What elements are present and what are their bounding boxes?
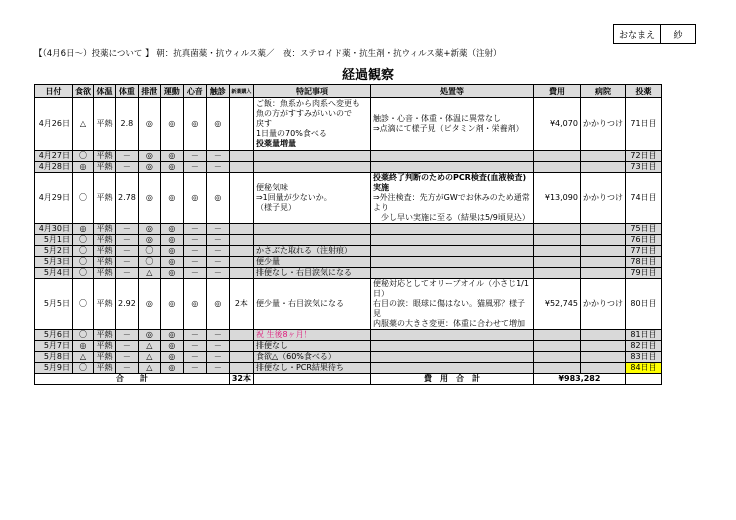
cell-treatment: [370, 363, 533, 374]
text-line: ⇒外注検査：先方がGWでお休みのため通常より: [372, 193, 530, 212]
observation-table: [34, 84, 662, 385]
cell-temp: 平熱: [94, 162, 116, 173]
table-row: [35, 279, 662, 330]
cell-palpation: －: [206, 330, 229, 341]
text-line: 少し早い実施に至る（結果は5/9頃見込）: [372, 213, 530, 222]
cell-date: 5月2日: [35, 246, 73, 257]
blank-cell: [625, 374, 661, 385]
cell-dose: 73日目: [625, 162, 661, 173]
cell-temp: 平熱: [94, 268, 116, 279]
text-line: 内服薬の大きさ変更：体重に合わせて増加: [372, 319, 525, 328]
cell-excretion: ◎: [138, 98, 160, 151]
cell-temp: 平熱: [94, 363, 116, 374]
text-line: ⇒1回量が少ないか。: [255, 193, 332, 202]
cell-date: 5月3日: [35, 257, 73, 268]
name-value: 紗: [673, 30, 683, 41]
cell-dose: 84日目: [625, 363, 661, 374]
cell-weight: －: [116, 257, 139, 268]
header-notes: 特記事項: [253, 85, 370, 98]
cell-new-drug: [229, 246, 253, 257]
text-line: ⇒点滴にて様子見（ビタミン剤・栄養剤）: [372, 124, 524, 133]
header-dose: 投薬: [625, 85, 661, 98]
cell-palpation: －: [206, 151, 229, 162]
cell-cost: [533, 363, 580, 374]
cell-hospital: [580, 257, 625, 268]
cell-excretion: ◎: [138, 279, 160, 330]
name-box: [613, 24, 696, 44]
cell-weight: －: [116, 246, 139, 257]
cell-treatment: [370, 235, 533, 246]
cell-date: 4月30日: [35, 224, 73, 235]
cell-exercise: ◎: [160, 151, 183, 162]
cell-hospital: [580, 330, 625, 341]
cell-new-drug: [229, 352, 253, 363]
cell-excretion: ◎: [138, 330, 160, 341]
cell-notes: 排便なし: [253, 341, 370, 352]
cell-treatment: [370, 352, 533, 363]
cell-date: 5月8日: [35, 352, 73, 363]
cell-treatment: [370, 246, 533, 257]
cell-heart: －: [183, 352, 206, 363]
cell-appetite: 〇: [73, 151, 94, 162]
cell-treatment: [370, 224, 533, 235]
cell-hospital: [580, 246, 625, 257]
cell-hospital: かかりつけ: [580, 279, 625, 330]
cell-weight: －: [116, 268, 139, 279]
cell-heart: －: [183, 162, 206, 173]
cell-notes: [253, 151, 370, 162]
cell-treatment: [370, 279, 533, 330]
cell-treatment: [370, 98, 533, 151]
cell-appetite: 〇: [73, 257, 94, 268]
table-row: [35, 235, 662, 246]
cell-cost: [533, 151, 580, 162]
totals-label: 合 計: [35, 374, 230, 385]
cell-dose: 74日目: [625, 173, 661, 224]
cell-weight: 2.78: [116, 173, 139, 224]
cell-date: 4月27日: [35, 151, 73, 162]
text-line: 魚の方がすすみがいいので: [255, 109, 353, 118]
cell-new-drug: [229, 268, 253, 279]
cell-cost: ¥4,070: [533, 98, 580, 151]
cell-date: 5月1日: [35, 235, 73, 246]
cell-dose: 82日目: [625, 341, 661, 352]
cell-palpation: －: [206, 235, 229, 246]
cell-exercise: ◎: [160, 162, 183, 173]
cell-cost: [533, 352, 580, 363]
cell-appetite: 〇: [73, 235, 94, 246]
cell-notes: [253, 162, 370, 173]
cell-palpation: －: [206, 224, 229, 235]
cell-date: 4月26日: [35, 98, 73, 151]
cell-heart: －: [183, 224, 206, 235]
cell-hospital: かかりつけ: [580, 173, 625, 224]
cell-new-drug: [229, 330, 253, 341]
cell-notes: 排便なし・右目涙気になる: [253, 268, 370, 279]
cell-date: 5月4日: [35, 268, 73, 279]
header-exercise: 運動: [160, 85, 183, 98]
cell-exercise: ◎: [160, 268, 183, 279]
cell-new-drug: [229, 341, 253, 352]
cell-new-drug: [229, 98, 253, 151]
cell-notes: 食欲△（60%食べる）: [253, 352, 370, 363]
cell-heart: －: [183, 246, 206, 257]
cell-heart: ◎: [183, 98, 206, 151]
cell-weight: －: [116, 235, 139, 246]
header-date: 日付: [35, 85, 73, 98]
cell-dose: 75日目: [625, 224, 661, 235]
cell-notes: [253, 235, 370, 246]
cell-weight: －: [116, 224, 139, 235]
table-row: [35, 151, 662, 162]
cell-date: 4月28日: [35, 162, 73, 173]
text-line: 便少量・右目涙気になる: [255, 299, 344, 308]
header-appetite: 食欲: [73, 85, 94, 98]
cell-excretion: ◎: [138, 151, 160, 162]
cell-notes: 便少量: [253, 257, 370, 268]
table-row: [35, 173, 662, 224]
cell-temp: 平熱: [94, 235, 116, 246]
cell-weight: 2.92: [116, 279, 139, 330]
cell-exercise: ◎: [160, 330, 183, 341]
header-row: [35, 85, 662, 98]
cell-temp: 平熱: [94, 224, 116, 235]
cell-treatment: [370, 341, 533, 352]
cell-dose: 72日目: [625, 151, 661, 162]
cell-exercise: ◎: [160, 279, 183, 330]
cell-cost: ¥52,745: [533, 279, 580, 330]
blank-cell: [253, 374, 370, 385]
cell-new-drug: [229, 235, 253, 246]
header-palpation: 触診: [206, 85, 229, 98]
cell-treatment: [370, 173, 533, 224]
cell-exercise: ◎: [160, 341, 183, 352]
cell-heart: ◎: [183, 173, 206, 224]
table-row: [35, 268, 662, 279]
cell-cost: [533, 246, 580, 257]
cell-appetite: ◎: [73, 162, 94, 173]
header-heart: 心音: [183, 85, 206, 98]
cell-excretion: 〇: [138, 257, 160, 268]
header-treatment: 処置等: [370, 85, 533, 98]
cost-total: ¥983,282: [533, 374, 625, 385]
cell-temp: 平熱: [94, 352, 116, 363]
cell-dose: 81日目: [625, 330, 661, 341]
cell-date: 5月9日: [35, 363, 73, 374]
cell-palpation: －: [206, 268, 229, 279]
cell-dose: 83日目: [625, 352, 661, 363]
cell-palpation: －: [206, 162, 229, 173]
text-line: 右目の涙：眼球に傷はない。猫風邪？様子見: [372, 299, 525, 318]
cell-weight: －: [116, 352, 139, 363]
cell-cost: [533, 330, 580, 341]
cell-new-drug: [229, 363, 253, 374]
cell-exercise: ◎: [160, 257, 183, 268]
cell-appetite: △: [73, 352, 94, 363]
header-weight: 体重: [116, 85, 139, 98]
header-hospital: 病院: [580, 85, 625, 98]
cell-hospital: [580, 151, 625, 162]
table-row: [35, 257, 662, 268]
cell-appetite: ◎: [73, 341, 94, 352]
cell-palpation: －: [206, 341, 229, 352]
cell-excretion: ◎: [138, 173, 160, 224]
cell-date: 5月5日: [35, 279, 73, 330]
cell-temp: 平熱: [94, 257, 116, 268]
cell-dose: 79日目: [625, 268, 661, 279]
text-line: 触診・心音・体重・体温に異常なし: [372, 114, 501, 123]
cell-weight: －: [116, 363, 139, 374]
cell-dose: 71日目: [625, 98, 661, 151]
cell-weight: －: [116, 330, 139, 341]
cell-appetite: 〇: [73, 363, 94, 374]
cell-notes: かさぶた取れる（注射痕）: [253, 246, 370, 257]
cell-hospital: [580, 363, 625, 374]
cell-palpation: ◎: [206, 173, 229, 224]
cost-total-label: 費 用 合 計: [370, 374, 533, 385]
cell-treatment: [370, 257, 533, 268]
cell-temp: 平熱: [94, 173, 116, 224]
text-line: （様子見）: [255, 203, 296, 212]
cell-excretion: △: [138, 341, 160, 352]
cell-appetite: 〇: [73, 246, 94, 257]
header-temp: 体温: [94, 85, 116, 98]
cell-exercise: ◎: [160, 246, 183, 257]
cell-palpation: ◎: [206, 98, 229, 151]
cell-hospital: かかりつけ: [580, 98, 625, 151]
cell-palpation: －: [206, 257, 229, 268]
table-row: [35, 98, 662, 151]
cell-new-drug: [229, 173, 253, 224]
cell-exercise: ◎: [160, 98, 183, 151]
table-row: [35, 330, 662, 341]
page-title: 経過観察: [341, 68, 394, 83]
cell-exercise: ◎: [160, 363, 183, 374]
table-row: [35, 224, 662, 235]
cell-appetite: △: [73, 98, 94, 151]
new-drug-total: 32本: [229, 374, 253, 385]
cell-treatment: [370, 268, 533, 279]
cell-dose: 80日目: [625, 279, 661, 330]
cell-weight: －: [116, 151, 139, 162]
cell-palpation: －: [206, 363, 229, 374]
cell-heart: －: [183, 257, 206, 268]
text-line: 戻す: [255, 119, 272, 128]
text-line: 便秘対応としてオリーブオイル（小さじ1/1日）: [372, 279, 529, 298]
cell-heart: －: [183, 268, 206, 279]
cell-notes: 祝 生後8ヶ月！: [253, 330, 370, 341]
cell-treatment: [370, 162, 533, 173]
cell-heart: －: [183, 330, 206, 341]
cell-excretion: △: [138, 352, 160, 363]
cell-cost: [533, 341, 580, 352]
cell-excretion: 〇: [138, 246, 160, 257]
cell-cost: [533, 235, 580, 246]
cell-date: 5月6日: [35, 330, 73, 341]
cell-appetite: 〇: [73, 173, 94, 224]
cell-date: 5月7日: [35, 341, 73, 352]
cell-cost: [533, 257, 580, 268]
cell-heart: －: [183, 235, 206, 246]
cell-new-drug: [229, 162, 253, 173]
cell-temp: 平熱: [94, 341, 116, 352]
table-row: [35, 341, 662, 352]
bold-text: 投薬量増量: [255, 139, 296, 148]
cell-new-drug: [229, 257, 253, 268]
cell-temp: 平熱: [94, 330, 116, 341]
cell-hospital: [580, 341, 625, 352]
header-excretion: 排泄: [138, 85, 160, 98]
cell-treatment: [370, 330, 533, 341]
header-new-drug: 新薬購入: [229, 85, 253, 98]
cell-notes: 排便なし・PCR結果待ち: [253, 363, 370, 374]
cell-new-drug: [229, 224, 253, 235]
cell-exercise: ◎: [160, 224, 183, 235]
cell-heart: －: [183, 341, 206, 352]
cell-hospital: [580, 162, 625, 173]
cell-excretion: △: [138, 268, 160, 279]
cell-date: 4月29日: [35, 173, 73, 224]
cell-temp: 平熱: [94, 279, 116, 330]
cell-cost: [533, 224, 580, 235]
table-row: [35, 246, 662, 257]
cell-notes: [253, 173, 370, 224]
cell-temp: 平熱: [94, 98, 116, 151]
cell-appetite: 〇: [73, 268, 94, 279]
bold-text: 投薬終了判断のためのPCR検査(血液検査)実施: [372, 173, 527, 192]
table-row: [35, 162, 662, 173]
cell-exercise: ◎: [160, 235, 183, 246]
cell-temp: 平熱: [94, 151, 116, 162]
text-line: 便秘気味: [255, 183, 288, 192]
cell-notes: [253, 98, 370, 151]
table-row: [35, 352, 662, 363]
cell-dose: 78日目: [625, 257, 661, 268]
text-line: 1日量の70%食べる: [255, 129, 327, 138]
cell-dose: 76日目: [625, 235, 661, 246]
cell-notes: [253, 279, 370, 330]
cell-hospital: [580, 235, 625, 246]
cell-hospital: [580, 352, 625, 363]
text-line: ご飯：魚系から肉系へ変更も: [255, 99, 360, 108]
cell-heart: ◎: [183, 279, 206, 330]
cell-heart: －: [183, 151, 206, 162]
cell-appetite: 〇: [73, 279, 94, 330]
cell-hospital: [580, 224, 625, 235]
cell-treatment: [370, 151, 533, 162]
cell-palpation: －: [206, 352, 229, 363]
cell-palpation: ◎: [206, 279, 229, 330]
cell-excretion: ◎: [138, 235, 160, 246]
totals-row: [35, 374, 662, 385]
cell-appetite: ◎: [73, 224, 94, 235]
dosing-note: 【（4月6日～）投薬について 】 朝：抗真菌薬・抗ウィルス薬／ 夜：ステロイド薬・抗生剤・抗ウィルス薬+新薬（注射）: [34, 49, 502, 59]
cell-excretion: △: [138, 363, 160, 374]
table-row: [35, 363, 662, 374]
cell-cost: [533, 268, 580, 279]
cell-exercise: ◎: [160, 173, 183, 224]
name-label: おなまえ: [614, 25, 661, 43]
cell-excretion: ◎: [138, 162, 160, 173]
cell-notes: [253, 224, 370, 235]
cell-weight: －: [116, 162, 139, 173]
cell-cost: ¥13,090: [533, 173, 580, 224]
cell-palpation: －: [206, 246, 229, 257]
cell-dose: 77日目: [625, 246, 661, 257]
cell-weight: 2.8: [116, 98, 139, 151]
cell-new-drug: [229, 151, 253, 162]
cell-new-drug: 2本: [229, 279, 253, 330]
cell-exercise: ◎: [160, 352, 183, 363]
cell-appetite: 〇: [73, 330, 94, 341]
header-cost: 費用: [533, 85, 580, 98]
cell-hospital: [580, 268, 625, 279]
cell-heart: －: [183, 363, 206, 374]
cell-excretion: ◎: [138, 224, 160, 235]
cell-cost: [533, 162, 580, 173]
cell-weight: －: [116, 341, 139, 352]
cell-temp: 平熱: [94, 246, 116, 257]
